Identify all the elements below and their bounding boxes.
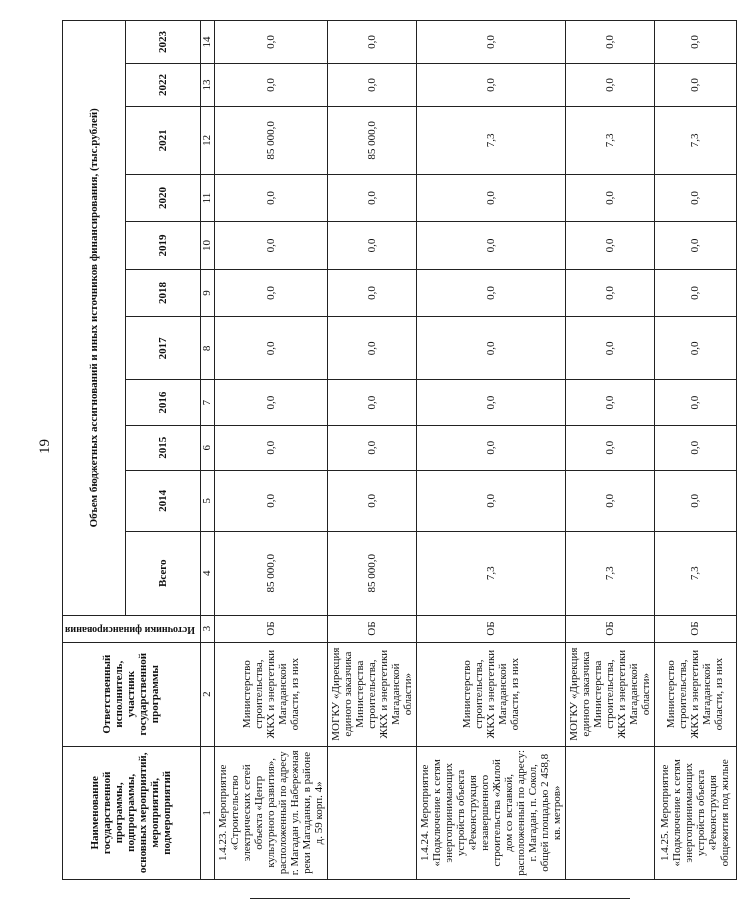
row-value-cell: 0,0 — [327, 21, 416, 64]
row-responsible-cell: Министерство строительства, ЖКХ и энергетики Магаданской области, из них — [654, 642, 736, 746]
row-value-cell: 0,0 — [416, 64, 565, 107]
row-value-cell: 7,3 — [654, 531, 736, 615]
row-name-cell: 1.4.23. Мероприятие «Строительство электрических сетей объекта «Центр культурного развития», расположенный по адресу г. Магадан ул. Набережная реки Магаданки, в районе д. 59 корп. 4» — [214, 746, 327, 879]
row-source-cell: ОБ — [565, 615, 654, 642]
row-value-cell: 0,0 — [565, 174, 654, 221]
row-value-cell: 0,0 — [654, 380, 736, 425]
header-source-col: Источники финансирования — [63, 615, 201, 642]
row-value-cell: 85 000,0 — [327, 531, 416, 615]
column-number-7: 7 — [200, 380, 214, 425]
row-value-cell: 0,0 — [327, 425, 416, 470]
row-value-cell: 0,0 — [565, 21, 654, 64]
row-value-cell: 0,0 — [327, 269, 416, 316]
row-value-cell: 0,0 — [654, 470, 736, 531]
header-year-1: 2014 — [125, 470, 200, 531]
row-value-cell: 0,0 — [327, 317, 416, 380]
row-value-cell: 0,0 — [416, 21, 565, 64]
row-value-cell: 0,0 — [214, 64, 327, 107]
row-value-cell: 0,0 — [214, 21, 327, 64]
row-value-cell: 0,0 — [416, 174, 565, 221]
row-value-cell: 0,0 — [416, 425, 565, 470]
row-value-cell: 7,3 — [565, 531, 654, 615]
header-year-8: 2021 — [125, 106, 200, 174]
row-name-cell: 1.4.24. Мероприятие «Подключение к сетям энергопринимающих устройств объекта «Реконструкция незавершенного строительства «Жилой дом со вставкой, расположенный по адресу: г. Магадан, п. Сокол, общей площадью 2 458,8 кв. метров» — [416, 746, 565, 879]
row-value-cell: 0,0 — [565, 425, 654, 470]
table-body — [214, 21, 736, 880]
row-value-cell: 0,0 — [654, 317, 736, 380]
financing-table — [62, 20, 737, 880]
row-value-cell: 85 000,0 — [214, 106, 327, 174]
row-value-cell: 0,0 — [327, 380, 416, 425]
row-value-cell: 7,3 — [416, 531, 565, 615]
row-value-cell: 0,0 — [654, 21, 736, 64]
row-value-cell: 0,0 — [565, 317, 654, 380]
column-number-6: 6 — [200, 425, 214, 470]
row-value-cell: 0,0 — [416, 222, 565, 269]
column-number-5: 5 — [200, 470, 214, 531]
row-value-cell: 0,0 — [416, 470, 565, 531]
table-row — [214, 21, 327, 880]
row-value-cell: 7,3 — [565, 106, 654, 174]
row-value-cell: 0,0 — [565, 222, 654, 269]
header-year-3: 2016 — [125, 380, 200, 425]
row-value-cell: 0,0 — [654, 425, 736, 470]
row-source-cell: ОБ — [654, 615, 736, 642]
header-year-10: 2023 — [125, 21, 200, 64]
row-value-cell: 85 000,0 — [214, 531, 327, 615]
row-value-cell: 0,0 — [416, 317, 565, 380]
page-number: 19 — [37, 439, 53, 454]
row-responsible-cell: Министерство строительства, ЖКХ и энергетики Магаданской области, из них — [416, 642, 565, 746]
header-volume-group: Объем бюджетных ассигнований и иных источников финансирования, (тыс.рублей) — [63, 21, 126, 616]
column-number-1: 1 — [200, 746, 214, 879]
row-responsible-cell: МОГКУ «Дирекция единого заказчика Министерства строительства, ЖКХ и энергетики Магаданской области» — [327, 642, 416, 746]
rotated-page — [62, 20, 732, 880]
column-number-9: 9 — [200, 269, 214, 316]
row-value-cell: 0,0 — [327, 470, 416, 531]
table-row — [416, 21, 565, 880]
header-resp-col: Ответственный исполнитель, участник государственной программы — [63, 642, 201, 746]
row-value-cell: 0,0 — [327, 174, 416, 221]
column-number-14: 14 — [200, 21, 214, 64]
row-value-cell: 0,0 — [654, 269, 736, 316]
row-value-cell: 0,0 — [654, 64, 736, 107]
row-source-cell: ОБ — [416, 615, 565, 642]
row-value-cell: 0,0 — [214, 222, 327, 269]
row-source-cell: ОБ — [214, 615, 327, 642]
row-value-cell: 7,3 — [416, 106, 565, 174]
row-value-cell: 0,0 — [327, 222, 416, 269]
row-value-cell: 0,0 — [214, 269, 327, 316]
row-value-cell: 0,0 — [654, 174, 736, 221]
header-year-9: 2022 — [125, 64, 200, 107]
row-value-cell: 0,0 — [327, 64, 416, 107]
row-source-cell: ОБ — [327, 615, 416, 642]
table-row — [565, 21, 654, 880]
header-col-numbers-row — [200, 21, 214, 880]
row-value-cell: 0,0 — [416, 269, 565, 316]
table-row — [327, 21, 416, 880]
row-responsible-cell: МОГКУ «Дирекция единого заказчика Министерства строительства, ЖКХ и энергетики Магаданской области» — [565, 642, 654, 746]
row-value-cell: 0,0 — [654, 222, 736, 269]
column-number-8: 8 — [200, 317, 214, 380]
footer-divider — [250, 898, 630, 899]
header-year-2: 2015 — [125, 425, 200, 470]
row-value-cell: 0,0 — [214, 470, 327, 531]
header-year-0: Всего — [125, 531, 200, 615]
row-value-cell: 0,0 — [214, 380, 327, 425]
row-value-cell: 7,3 — [654, 106, 736, 174]
row-value-cell: 0,0 — [214, 425, 327, 470]
row-value-cell: 0,0 — [565, 64, 654, 107]
row-value-cell: 0,0 — [565, 269, 654, 316]
row-name-cell — [327, 746, 416, 879]
row-value-cell: 0,0 — [565, 380, 654, 425]
header-name-col: Наименование государственной программы, подпрограммы, основных мероприятий, мероприятий, подмероприятий — [63, 746, 201, 879]
row-value-cell: 0,0 — [565, 470, 654, 531]
column-number-13: 13 — [200, 64, 214, 107]
column-number-3: 3 — [200, 615, 214, 642]
row-responsible-cell: Министерство строительства, ЖКХ и энергетики Магаданской области, из них — [214, 642, 327, 746]
row-value-cell: 85 000,0 — [327, 106, 416, 174]
column-number-10: 10 — [200, 222, 214, 269]
row-value-cell: 0,0 — [214, 317, 327, 380]
column-number-12: 12 — [200, 106, 214, 174]
row-value-cell: 0,0 — [214, 174, 327, 221]
header-year-6: 2019 — [125, 222, 200, 269]
header-year-5: 2018 — [125, 269, 200, 316]
row-name-cell — [565, 746, 654, 879]
row-name-cell: 1.4.25. Мероприятие «Подключение к сетям энергопринимающих устройств объекта «Реконструкция общежития под жилые — [654, 746, 736, 879]
row-value-cell: 0,0 — [416, 380, 565, 425]
table-row — [654, 21, 736, 880]
column-number-4: 4 — [200, 531, 214, 615]
header-year-4: 2017 — [125, 317, 200, 380]
column-number-2: 2 — [200, 642, 214, 746]
column-number-11: 11 — [200, 174, 214, 221]
header-year-7: 2020 — [125, 174, 200, 221]
